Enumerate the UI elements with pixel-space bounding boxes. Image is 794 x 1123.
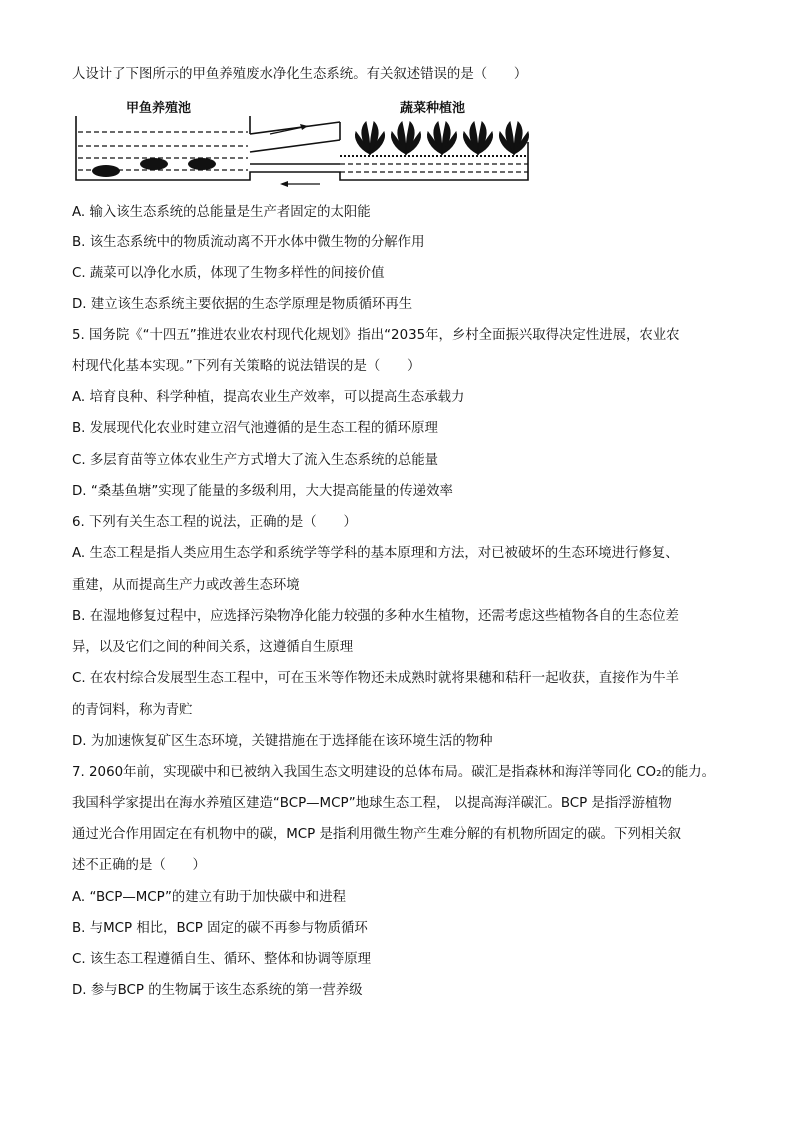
turtle-icon bbox=[140, 158, 168, 170]
q6-stem: 6. 下列有关生态工程的说法，正确的是（ ） bbox=[72, 515, 357, 530]
vegetable-plant-icon bbox=[392, 122, 421, 154]
q6-option-d: D. 为加速恢复矿区生态环境，关键措施在于选择能在该环境生活的物种 bbox=[72, 734, 493, 749]
q7-option-d: D. 参与BCP 的生物属于该生态系统的第一营养级 bbox=[72, 983, 363, 998]
q6-option-b: B. 在湿地修复过程中，应选择污染物净化能力较强的多种水生植物，还需考虑这些植物各自的生态位差 bbox=[72, 609, 679, 624]
turtle-icon bbox=[188, 158, 216, 170]
q7-option-b: B. 与MCP 相比，BCP 固定的碳不再参与物质循环 bbox=[72, 921, 368, 936]
q7-stem-line: 7. 2060年前，实现碳中和已被纳入我国生态文明建设的总体布局。碳汇是指森林和海洋等同化 CO₂的能力。 bbox=[72, 765, 716, 780]
q5-stem-line: 村现代化基本实现。”下列有关策略的说法错误的是（ ） bbox=[72, 359, 421, 374]
channel-upper bbox=[250, 122, 340, 134]
wastewater-diagram bbox=[70, 96, 540, 190]
q4-option-b: B. 该生态系统中的物质流动离不开水体中微生物的分解作用 bbox=[72, 235, 425, 250]
q6-option-a: A. 生态工程是指人类应用生态学和系统学等学科的基本原理和方法，对已被破坏的生态环境进行修复、 bbox=[72, 546, 679, 561]
fish-pond-label: 甲鱼养殖池 bbox=[126, 101, 192, 116]
q7-stem-line: 述不正确的是（ ） bbox=[72, 858, 206, 873]
q5-option-d: D. “桑基鱼塘”实现了能量的多级利用，大大提高能量的传递效率 bbox=[72, 484, 453, 499]
turtle-icon bbox=[92, 165, 120, 177]
q4-option-a: A. 输入该生态系统的总能量是生产者固定的太阳能 bbox=[72, 205, 371, 220]
q5-stem-line: 5. 国务院《“十四五”推进农业农村现代化规划》指出“2035年，乡村全面振兴取得决定性进展，农业农 bbox=[72, 328, 680, 343]
q7-stem-line: 通过光合作用固定在有机物中的碳，MCP 是指利用微生物产生难分解的有机物所固定的碳。下列相关叙 bbox=[72, 827, 682, 842]
vegetable-plant-icon bbox=[428, 122, 457, 154]
q5-option-b: B. 发展现代化农业时建立沼气池遵循的是生态工程的循环原理 bbox=[72, 421, 438, 436]
question-4-stem: 人设计了下图所示的甲鱼养殖废水净化生态系统。有关叙述错误的是（ ） bbox=[72, 67, 528, 82]
vegetable-plant-icon bbox=[356, 122, 385, 154]
q6-option-c: C. 在农村综合发展型生态工程中，可在玉米等作物还未成熟时就将果穗和秸秆一起收获，直接作为牛羊 bbox=[72, 671, 680, 686]
q4-option-d: D. 建立该生态系统主要依据的生态学原理是物质循环再生 bbox=[72, 297, 413, 312]
q7-option-c: C. 该生态工程遵循自生、循环、整体和协调等原理 bbox=[72, 952, 372, 967]
q7-stem-line: 我国科学家提出在海水养殖区建造“BCP—MCP”地球生态工程， 以提高海洋碳汇。BCP 是指浮游植物 bbox=[72, 796, 672, 811]
q6-option-b-cont: 异，以及它们之间的种间关系，这遵循自生原理 bbox=[72, 640, 354, 655]
channel-upper bbox=[250, 140, 340, 152]
vegetable-pond-label: 蔬菜种植池 bbox=[400, 101, 466, 116]
q7-option-a: A. “BCP—MCP”的建立有助于加快碳中和进程 bbox=[72, 890, 346, 905]
q4-option-c: C. 蔬菜可以净化水质，体现了生物多样性的间接价值 bbox=[72, 266, 385, 281]
q5-option-c: C. 多层育苗等立体农业生产方式增大了流入生态系统的总能量 bbox=[72, 453, 439, 468]
vegetable-plant-icon bbox=[464, 122, 493, 154]
q6-option-a-cont: 重建，从而提高生产力或改善生态环境 bbox=[72, 578, 300, 593]
q5-option-a: A. 培育良种、科学种植，提高农业生产效率，可以提高生态承载力 bbox=[72, 390, 465, 405]
q6-option-c-cont: 的青饲料，称为青贮 bbox=[72, 703, 193, 718]
vegetable-plant-icon bbox=[500, 122, 529, 154]
arrow-head-icon bbox=[280, 181, 288, 187]
